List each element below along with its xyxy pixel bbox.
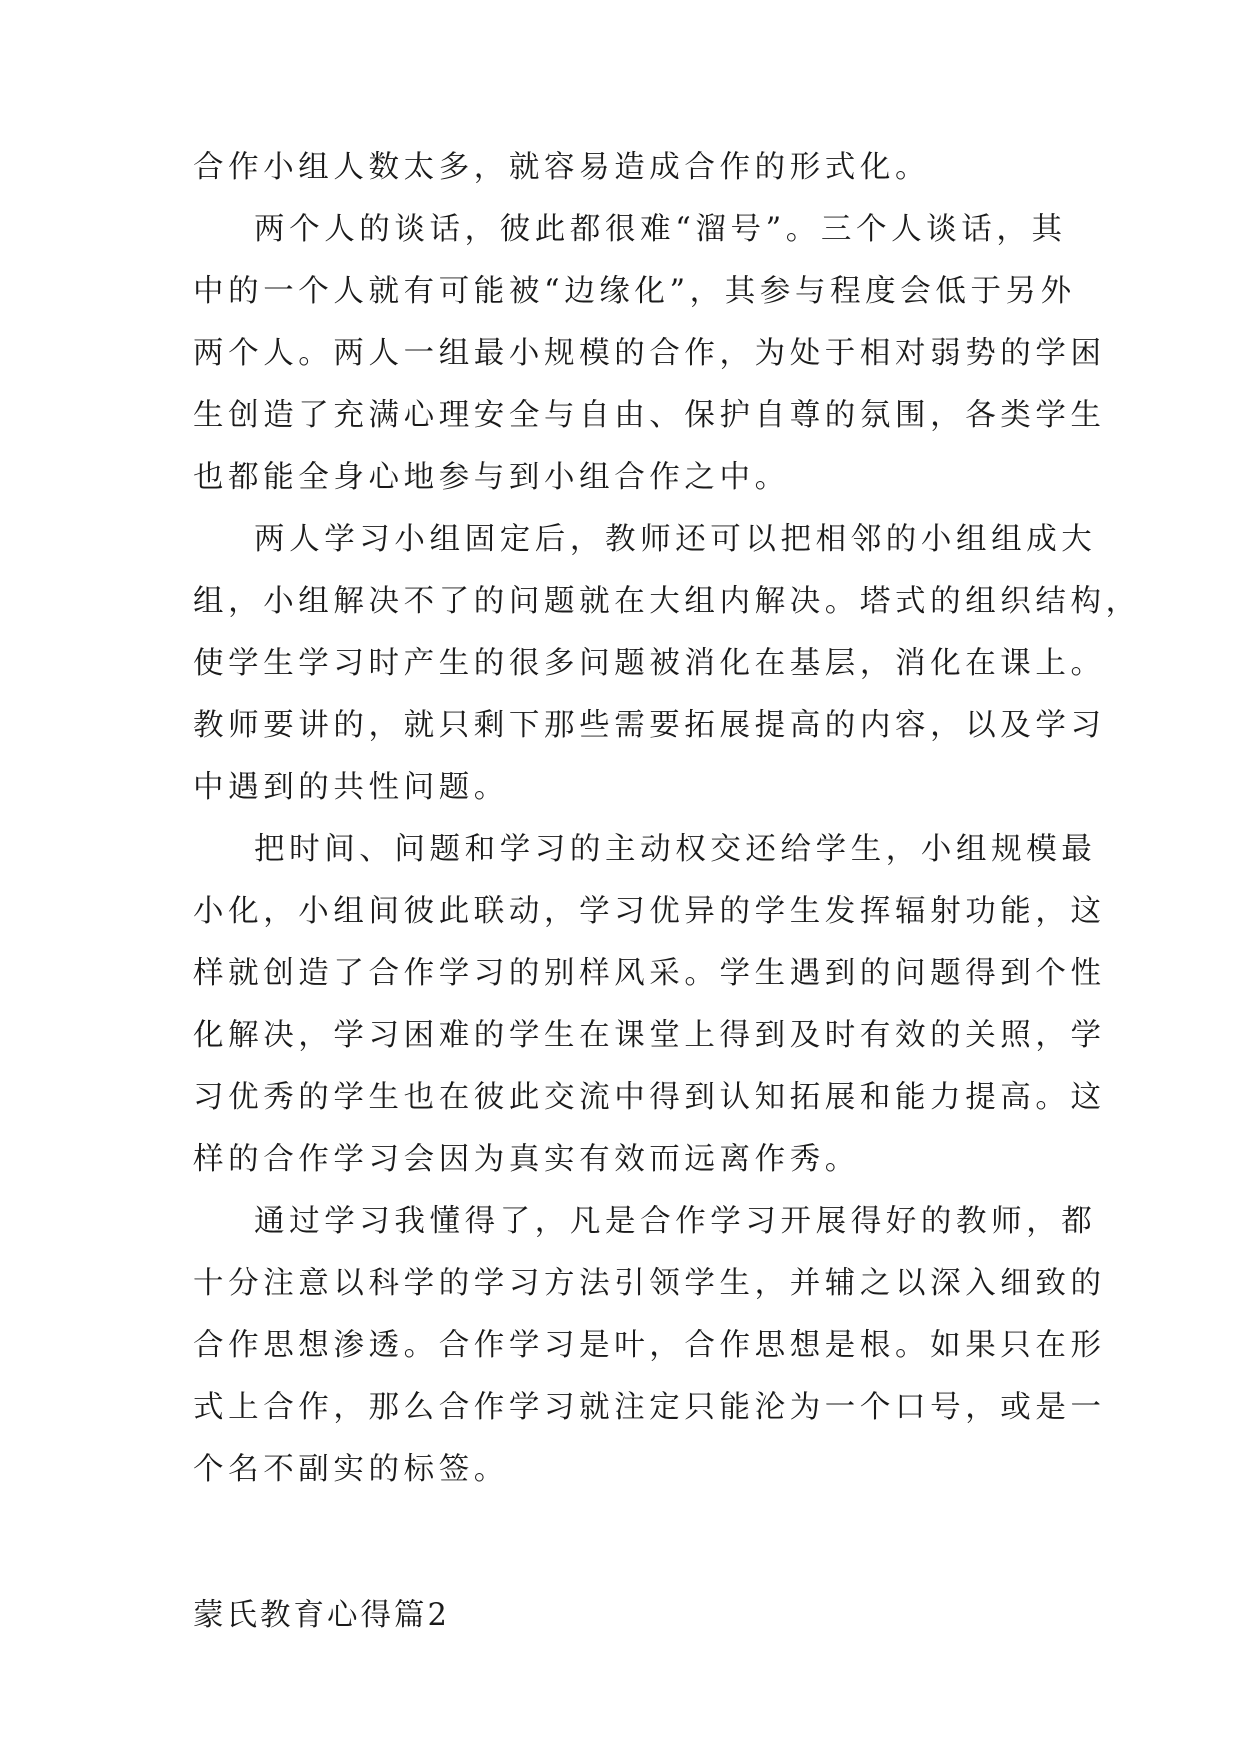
text-line: 通过学习我懂得了，凡是合作学习开展得好的教师，都 <box>254 1204 1097 1239</box>
text-line: 使学生学习时产生的很多问题被消化在基层，消化在课上。 <box>193 646 1106 681</box>
text-line: 合作小组人数太多，就容易造成合作的形式化。 <box>193 150 931 185</box>
text-line: 式上合作，那么合作学习就注定只能沦为一个口号，或是一 <box>193 1390 1106 1425</box>
text-line: 中的一个人就有可能被“边缘化”，其参与程度会低于另外 <box>193 274 1076 309</box>
text-line: 组，小组解决不了的问题就在大组内解决。塔式的组织结构， <box>193 584 1141 619</box>
text-line: 样的合作学习会因为真实有效而远离作秀。 <box>193 1142 860 1177</box>
text-line: 两个人。两人一组最小规模的合作，为处于相对弱势的学困 <box>193 336 1106 371</box>
section-heading: 蒙氏教育心得篇2 <box>193 1598 450 1633</box>
text-line: 也都能全身心地参与到小组合作之中。 <box>193 460 790 495</box>
text-line: 两个人的谈话，彼此都很难“溜号”。三个人谈话，其 <box>254 212 1067 247</box>
text-line: 生创造了充满心理安全与自由、保护自尊的氛围，各类学生 <box>193 398 1106 433</box>
text-line: 化解决，学习困难的学生在课堂上得到及时有效的关照，学 <box>193 1018 1106 1053</box>
text-line: 两人学习小组固定后，教师还可以把相邻的小组组成大 <box>254 522 1097 557</box>
text-line: 小化，小组间彼此联动，学习优异的学生发挥辐射功能，这 <box>193 894 1106 929</box>
text-line: 习优秀的学生也在彼此交流中得到认知拓展和能力提高。这 <box>193 1080 1106 1115</box>
text-line: 中遇到的共性问题。 <box>193 770 509 805</box>
text-line: 教师要讲的，就只剩下那些需要拓展提高的内容，以及学习 <box>193 708 1106 743</box>
text-line: 十分注意以科学的学习方法引领学生，并辅之以深入细致的 <box>193 1266 1106 1301</box>
text-line: 样就创造了合作学习的别样风采。学生遇到的问题得到个性 <box>193 956 1106 991</box>
text-line: 合作思想渗透。合作学习是叶，合作思想是根。如果只在形 <box>193 1328 1106 1363</box>
text-line: 把时间、问题和学习的主动权交还给学生，小组规模最 <box>254 832 1097 867</box>
text-line: 个名不副实的标签。 <box>193 1452 509 1487</box>
